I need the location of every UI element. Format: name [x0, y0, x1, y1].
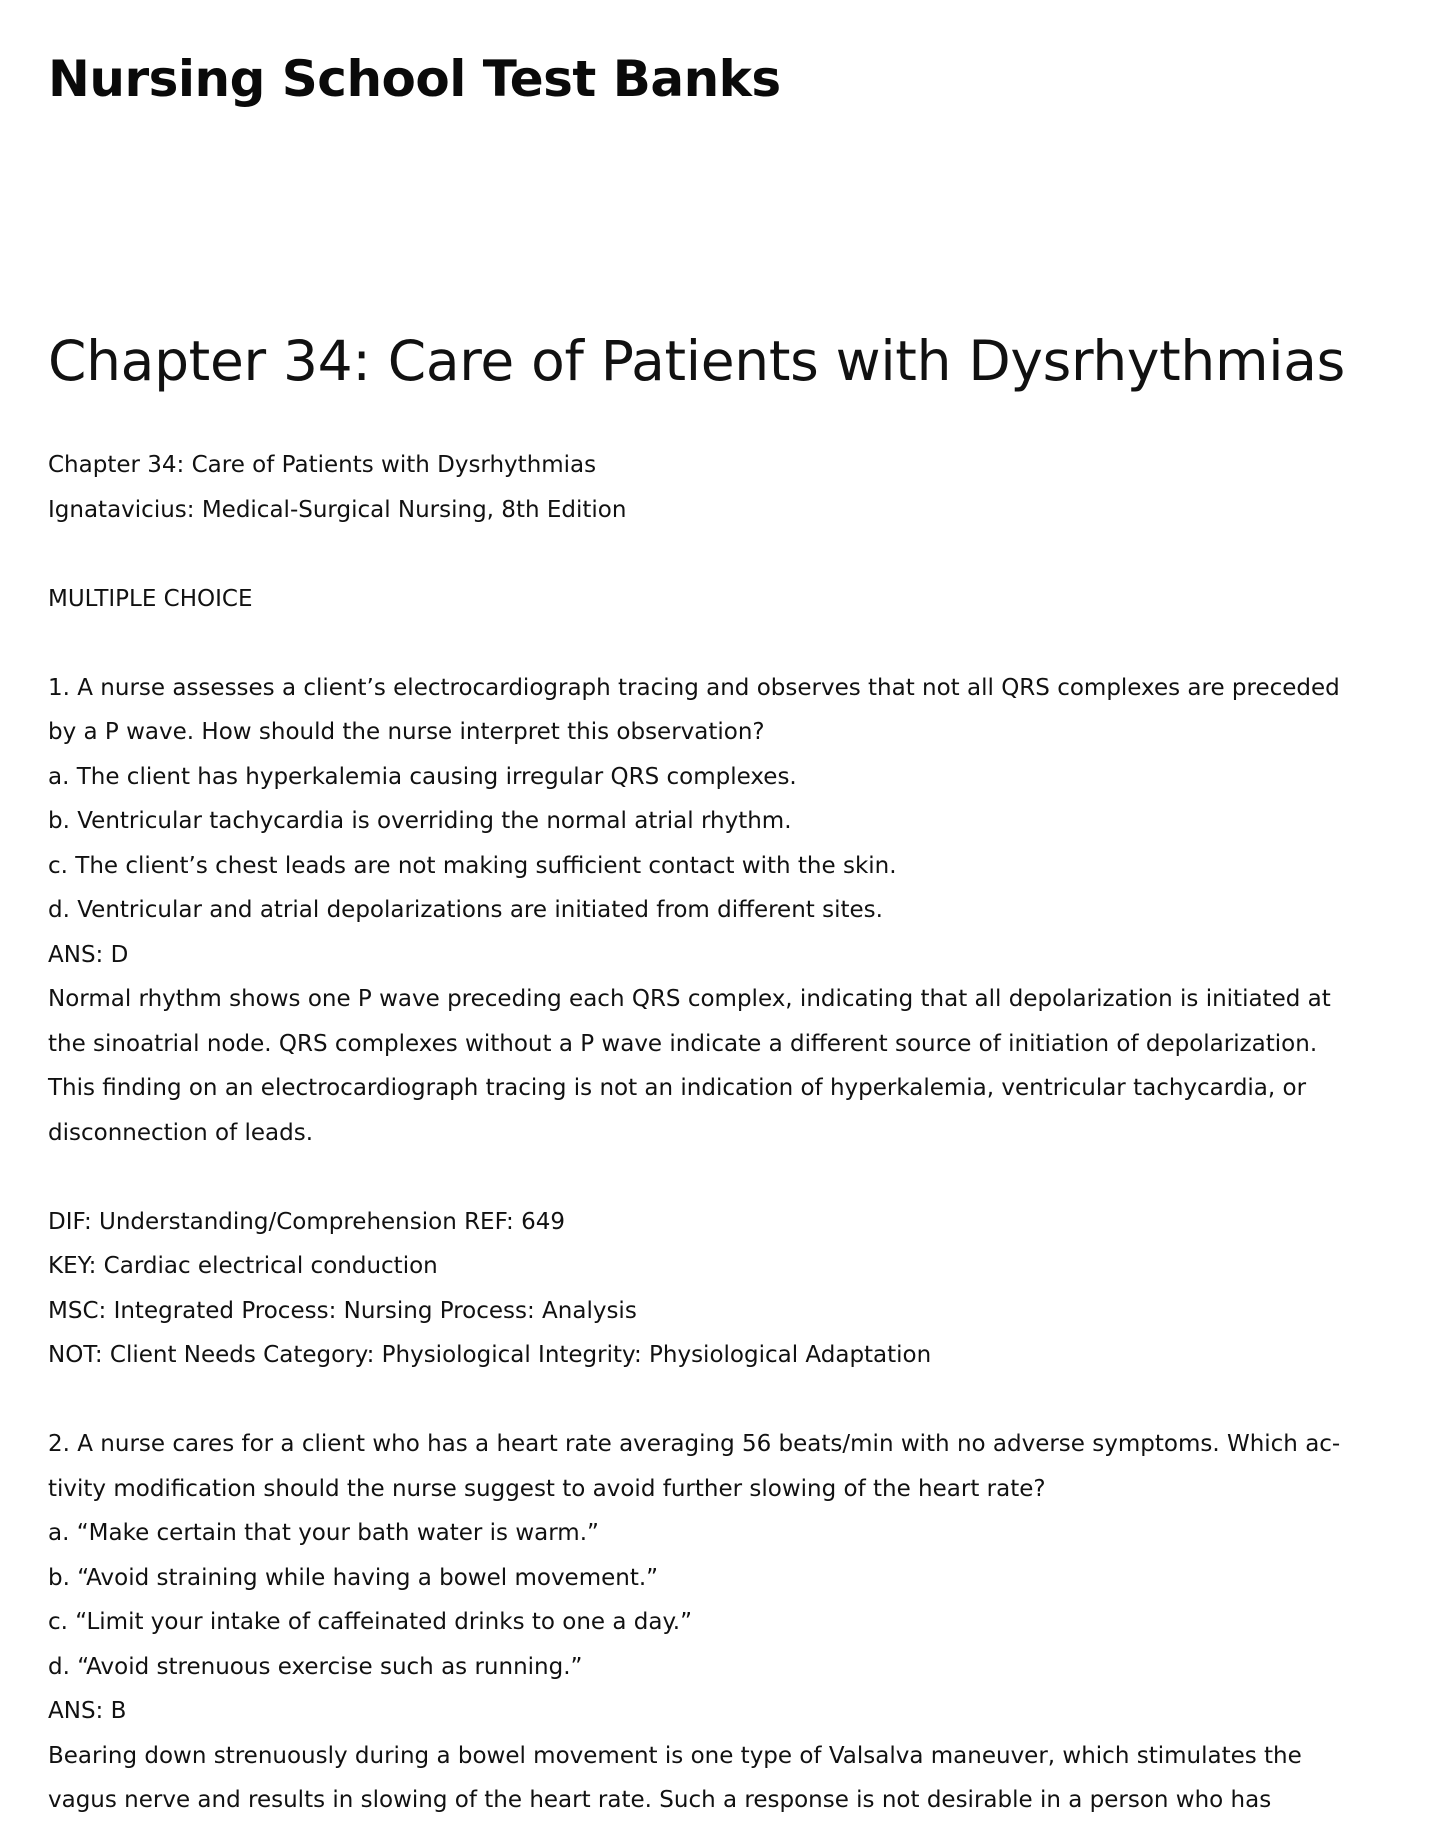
spacer: [48, 1378, 1408, 1423]
meta-not: NOT: Client Needs Category: Physiological Integrity: Physiological Adaptation: [48, 1342, 932, 1368]
answer-option-a: a. The client has hyperkalemia causing irregular QRS complexes.: [48, 763, 797, 790]
rationale-line: the sinoatrial node. QRS complexes without a P wave indicate a different source of initiation of depolarization.: [48, 1030, 1318, 1057]
chapter-heading: Chapter 34: Care of Patients with Dysrhythmias: [48, 329, 1345, 393]
question-1: [48, 666, 1408, 1378]
rationale-line: Bearing down strenuously during a bowel movement is one type of Valsalva maneuver, which stimulates the: [48, 1742, 1302, 1769]
question-2: [48, 1422, 1408, 1823]
answer-option-c: c. “Limit your intake of caffeinated drinks to one a day.”: [48, 1609, 693, 1635]
answer-option-b: b. Ventricular tachycardia is overriding the normal atrial rhythm.: [48, 808, 792, 834]
meta-msc: MSC: Integrated Process: Nursing Process: Analysis: [48, 1297, 637, 1324]
spacer: [48, 532, 1408, 577]
rationale-line: vagus nerve and results in slowing of the heart rate. Such a response is not desirable in a person who has: [48, 1787, 1272, 1813]
question-stem-line: 1. A nurse assesses a client’s electrocardiograph tracing and observes that not all QRS complexes are preceded: [48, 674, 1340, 701]
question-stem-line: 2. A nurse cares for a client who has a heart rate averaging 56 beats/min with no adverse symptoms. Which ac-: [48, 1431, 1341, 1457]
meta-difficulty: DIF: Understanding/Comprehension REF: 649: [48, 1208, 565, 1235]
answer-key: ANS: D: [48, 941, 129, 968]
spacer: [48, 1155, 1408, 1200]
rationale-line: This finding on an electrocardiograph tracing is not an indication of hyperkalemia, ventricular tachycardia, or: [48, 1075, 1307, 1101]
meta-key: KEY: Cardiac electrical conduction: [48, 1253, 438, 1279]
site-title: Nursing School Test Banks: [48, 50, 781, 108]
chapter-line: Chapter 34: Care of Patients with Dysrhythmias: [48, 452, 597, 478]
section-label: MULTIPLE CHOICE: [48, 585, 253, 612]
question-stem-line: tivity modification should the nurse suggest to avoid further slowing of the heart rate?: [48, 1475, 1046, 1502]
answer-option-c: c. The client’s chest leads are not making sufficient contact with the skin.: [48, 852, 897, 879]
answer-option-d: d. “Avoid strenuous exercise such as running.”: [48, 1653, 583, 1680]
document-body: [48, 443, 1408, 1823]
answer-option-d: d. Ventricular and atrial depolarizations are initiated from different sites.: [48, 897, 883, 923]
question-stem-line: by a P wave. How should the nurse interpret this observation?: [48, 719, 765, 745]
rationale-line: Normal rhythm shows one P wave preceding each QRS complex, indicating that all depolarization is initiated at: [48, 986, 1331, 1012]
spacer: [48, 621, 1408, 666]
rationale-line: disconnection of leads.: [48, 1119, 314, 1146]
answer-option-a: a. “Make certain that your bath water is warm.”: [48, 1520, 599, 1546]
book-line: Ignatavicius: Medical-Surgical Nursing, 8th Edition: [48, 496, 627, 523]
answer-option-b: b. “Avoid straining while having a bowel movement.”: [48, 1564, 659, 1591]
answer-key: ANS: B: [48, 1698, 127, 1724]
